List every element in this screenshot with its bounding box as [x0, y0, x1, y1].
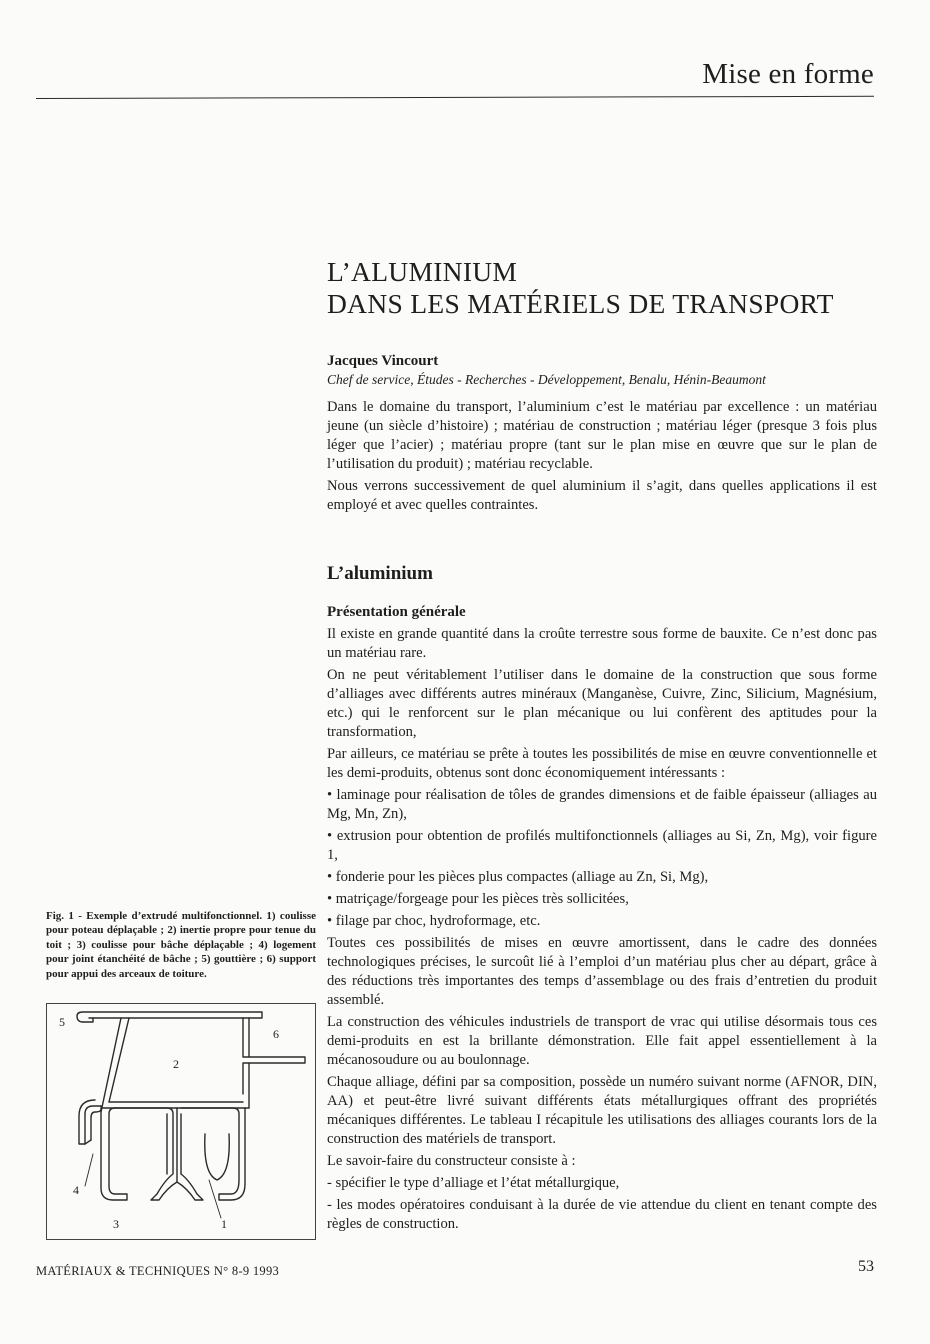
profile-slide-3: [101, 1108, 127, 1200]
bullet-item: • extrusion pour obtention de profilés multifonctionnels (alliages au Si, Zn, Mg), voir figure 1,: [327, 828, 877, 863]
intro-paragraph: Dans le domaine du transport, l’aluminium c’est le matériau par excellence : un matériau jeune (un siècle d’histoire) ; matériau de construction ; matériau léger (presque 3 fois plus léger que l’acier) ; matériau propre (tant sur le plan mise en œuvre que sur le plan de l’utilisation du produit) ; matériau recyclable.: [327, 399, 877, 472]
bullet-item: • laminage pour réalisation de tôles de grandes dimensions et de faible épaisseur (alliages au Mg, Mn, Zn),: [327, 787, 877, 822]
profile-inner-slot: [205, 1134, 230, 1180]
body-text: [327, 625, 877, 1237]
body-paragraph: Le savoir-faire du constructeur consiste à :: [327, 1153, 576, 1169]
figure-label-2: 2: [173, 1057, 179, 1071]
body-paragraph: On ne peut véritablement l’utiliser dans le domaine de la construction que sous forme d’alliages avec différents autres minéraux (Manganèse, Cuivre, Zinc, Silicium, Magnésium, etc.) qui le renforcent sur le plan mécanique ou lui confèrent des aptitudes pour la transformation,: [327, 667, 877, 740]
author-affiliation: Chef de service, Études - Recherches - Développement, Benalu, Hénin-Beaumont: [327, 372, 766, 387]
body-paragraph: Il existe en grande quantité dans la croûte terrestre sous forme de bauxite. Ce n’est donc pas un matériau rare.: [327, 626, 877, 661]
figure-caption: Fig. 1 - Exemple d’extrudé multifonctionnel. 1) coulisse pour poteau déplaçable ; 2) inertie propre pour tenue du toit ; 3) coulisse pour bâche déplaçable ; 4) logement pour joint étanchéité de bâche ; 5) gouttière ; 6) support pour appui des arceaux de toiture.: [46, 910, 316, 980]
subsection-heading: Présentation générale: [327, 604, 466, 620]
journal-footer: MATÉRIAUX & TECHNIQUES N° 8-9 1993: [36, 1264, 280, 1278]
header-rule: [36, 96, 874, 99]
profile-seal-tip: [85, 1140, 91, 1144]
figure-label-5: 5: [59, 1015, 65, 1029]
extrusion-profile-drawing: [47, 1004, 315, 1239]
title-line-1: L’ALUMINIUM: [327, 256, 518, 287]
body-paragraph: Chaque alliage, défini par sa composition, possède un numéro suivant norme (AFNOR, DIN, AA) et peut-être livré suivant différents états métallurgiques offrant des propriétés mécaniques différentes. Le tableau I récapitule les utilisations des alliages courants lors de la construction des matériels de transport.: [327, 1074, 877, 1147]
section-heading: L’aluminium: [327, 563, 433, 584]
body-paragraph: Par ailleurs, ce matériau se prête à toutes les possibilités de mise en œuvre conventionnelle et les demi-produits, obtenus sont donc économiquement intéressants :: [327, 746, 877, 781]
bullet-item: • fonderie pour les pièces plus compactes (alliage au Zn, Si, Mg),: [327, 869, 709, 885]
title-line-2: DANS LES MATÉRIELS DE TRANSPORT: [327, 288, 834, 319]
profile-seal-housing: [85, 1106, 101, 1140]
bullet-item: • filage par choc, hydroformage, etc.: [327, 913, 541, 929]
body-paragraph: Toutes ces possibilités de mises en œuvre amortissent, dans le cadre des données technologiques précises, le surcoût lié à l’emploi d’un matériau plus cher au départ, grâce à des réductions très importantes des temps d’assemblage ou des frais d’entretien du produit assemblé.: [327, 935, 877, 1008]
body-paragraph: La construction des véhicules industriels de transport de vrac qui utilise désormais tous ces demi-produits en est la brillante démonstration. Elle fait appel essentiellement à la mécanosoudure ou au boulonnage.: [327, 1014, 877, 1068]
leader-line-4: [85, 1154, 93, 1186]
figure-label-6: 6: [273, 1027, 279, 1041]
section-header: Mise en forme: [702, 58, 874, 90]
figure-label-3: 3: [113, 1217, 119, 1231]
intro-paragraph: Nous verrons successivement de quel aluminium il s’agit, dans quelles applications il est employé et avec quelles contraintes.: [327, 478, 877, 513]
figure-label-4: 4: [73, 1183, 79, 1197]
intro-text: [327, 398, 877, 518]
dash-item: - spécifier le type d’alliage et l’état métallurgique,: [327, 1175, 620, 1191]
bullet-item: • matriçage/forgeage pour les pièces très sollicitées,: [327, 891, 629, 907]
article-title: [327, 256, 887, 320]
profile-slide-1: [181, 1108, 245, 1200]
figure-label-1: 1: [221, 1217, 227, 1231]
author-name: Jacques Vincourt: [327, 353, 439, 369]
profile-top-gutter: [77, 1012, 262, 1022]
dash-item: - les modes opératoires conduisant à la durée de vie attendue du client en tenant compte des règles de construction.: [327, 1197, 877, 1232]
figure-1: [46, 1003, 316, 1240]
page-number: 53: [858, 1258, 874, 1275]
